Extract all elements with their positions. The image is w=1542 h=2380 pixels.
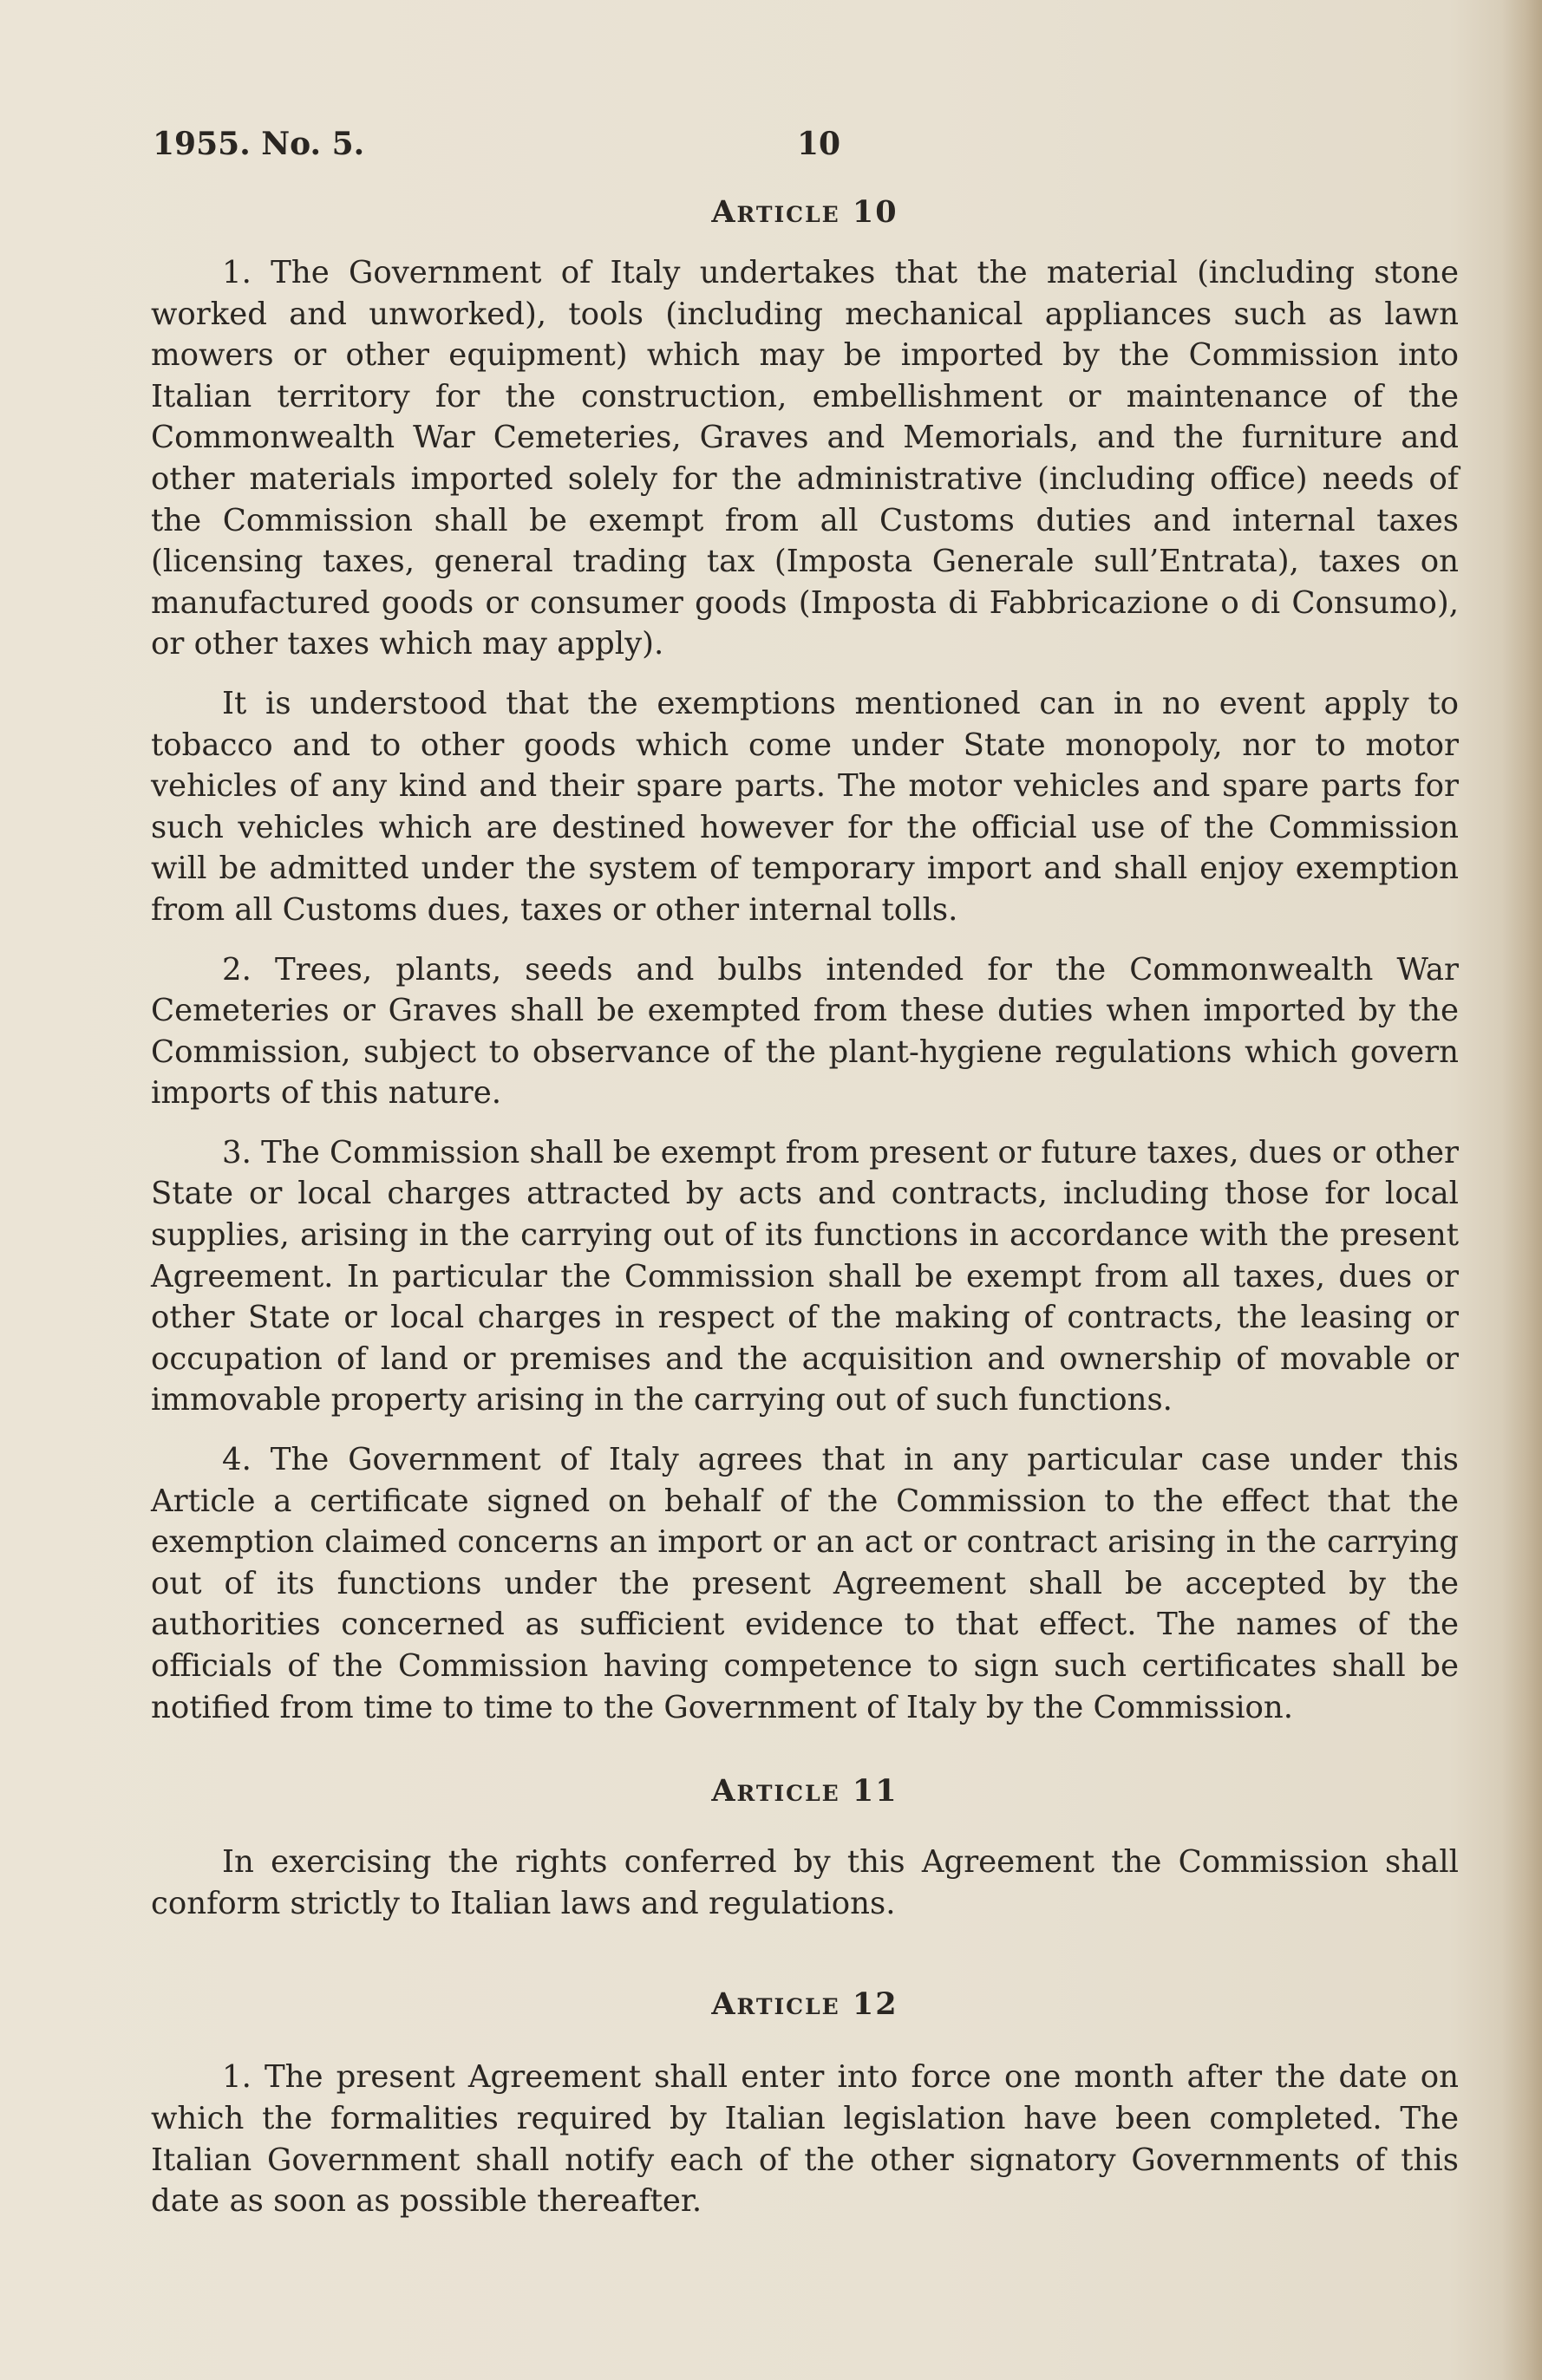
article-11-heading-word: Article [711,1773,840,1809]
article-10-heading-number: 10 [852,194,898,230]
running-head-year-number: 1955. No. 5. [153,126,365,162]
running-head [151,118,1464,170]
article-11-heading [151,1773,1459,1809]
article-10-paragraph-3: 2. Trees, plants, seeds and bulbs intended for the Commonwealth War Cemeteries or Graves shall be exempted from these duties when imported by the Commission, subject to observance of the plant-hygiene regulations which govern imports of this nature. [151,951,1459,1112]
article-11-paragraph-1: In exercising the rights conferred by this Agreement the Commission shall conform strictly to Italian laws and regulations. [151,1844,1459,1921]
article-10-heading [151,194,1459,230]
article-10-paragraph-5: 4. The Government of Italy agrees that in any particular case under this Article a certificate signed on behalf of the Commission to the effect that the exemption claimed concerns an import or an act or contract arising in the carrying out of its functions under the present Agreement shall be accepted by the authorities concerned as sufficient evidence to that effect. The names of the officials of the Commission having competence to sign such certificates shall be notified from time to time to the Government of Italy by the Commission. [151,1442,1459,1725]
page-number: 10 [797,126,841,162]
article-12-heading-word: Article [711,1986,840,2023]
article-11-heading-number: 11 [852,1773,898,1809]
article-10-heading-word: Article [711,194,840,230]
article-10-paragraph-1: 1. The Government of Italy undertakes that the material (including stone worked and unworked), tools (including mechanical appliances such as lawn mowers or other equipment) which may be imported by the Commission into Italian territory for the construction, embellishment or maintenance of the Commonwealth War Cemeteries, Graves and Memorials, and the furniture and other materials imported solely for the administrative (including office) needs of the Commission shall be exempt from all Customs duties and internal taxes (licensing taxes, general trading tax (Imposta Generale sull’Entrata), taxes on manufactured goods or consumer goods (Imposta di Fabbricazione o di Consumo), or other taxes which may apply). [151,255,1459,662]
article-12-paragraph-1: 1. The present Agreement shall enter into force one month after the date on which the formalities required by Italian legislation have been completed. The Italian Government shall notify each of the other signatory Governments of this date as soon as possible thereafter. [151,2059,1459,2220]
page-spine-shadow [1502,0,1542,2380]
article-12-heading-number: 12 [852,1986,898,2023]
article-10-paragraph-2: It is understood that the exemptions mentioned can in no event apply to tobacco and to other goods which come under State monopoly, nor to motor vehicles of any kind and their spare parts. The motor vehicles and spare parts for such vehicles which are destined however for the official use of the Commission will be admitted under the system of temporary import and shall enjoy exemption from all Customs dues, taxes or other internal tolls. [151,685,1459,928]
article-12-heading [151,1986,1459,2022]
page-content [151,118,1464,2222]
article-10-paragraph-4: 3. The Commission shall be exempt from present or future taxes, dues or other State or local charges attracted by acts and contracts, including those for local supplies, arising in the carrying out of its functions in accordance with the present Agreement. In particular the Commission shall be exempt from all taxes, dues or other State or local charges in respect of the making of contracts, the leasing or occupation of land or premises and the acquisition and ownership of movable or immovable property arising in the carrying out of such functions. [151,1134,1459,1418]
